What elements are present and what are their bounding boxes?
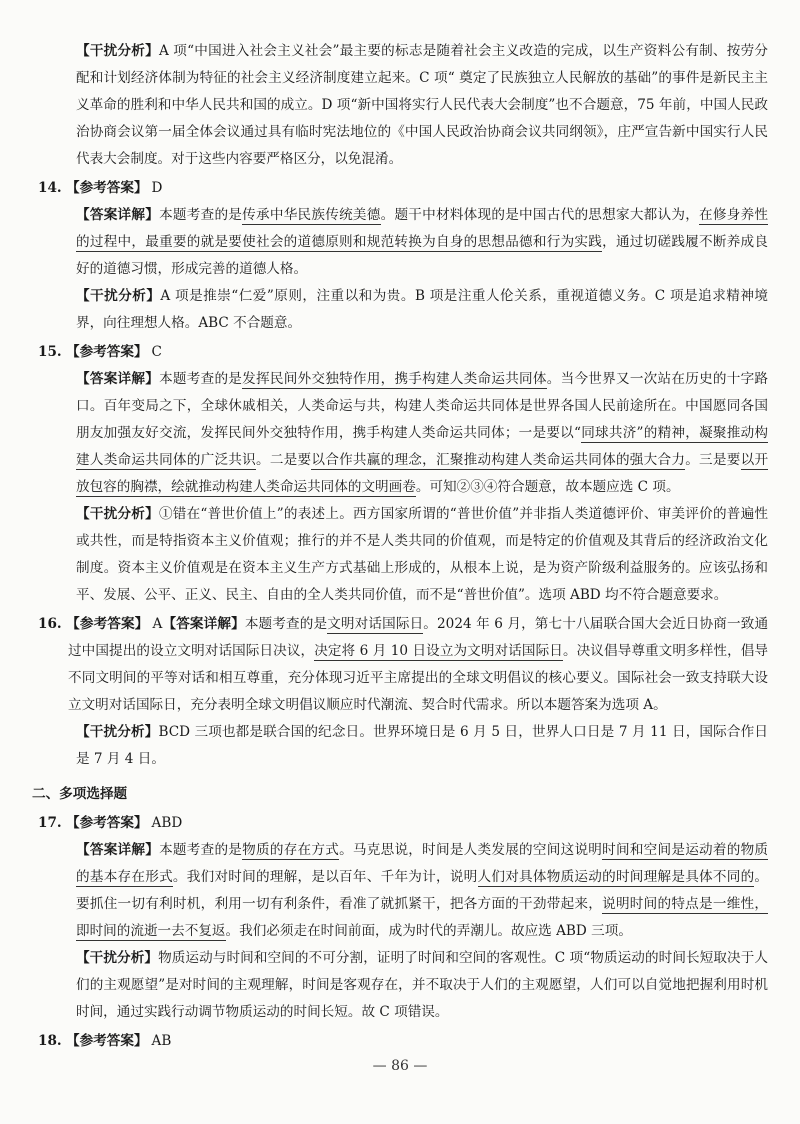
q15-answer bbox=[38, 339, 768, 366]
underlined-text: 在修身养性的过程中，最重要的就是要使社会的道德原则和规范转换为自身的思想品德和行为实践 bbox=[76, 207, 769, 250]
q13-distractor-analysis bbox=[68, 38, 768, 173]
q17-distractor-analysis bbox=[68, 945, 768, 1026]
text: 。可知②③④符合题意，故本题应选 C 项。 bbox=[415, 479, 680, 495]
q17-detail bbox=[68, 837, 768, 945]
underlined-text: 人们对具体物质运动的时间理解是具体不同的 bbox=[477, 869, 755, 885]
section-tag: 【干扰分析】 bbox=[76, 950, 159, 966]
answer-tag: 【参考答案】 bbox=[65, 1033, 148, 1049]
paragraph-text: ①错在“普世价值上”的表述上。西方国家所谓的“普世价值”并非指人类道德评价、审美评价的普遍性或共性，而是特指资本主义价值观；推行的并不是人类共同的价值观，而是特定的价值观及其背后的经济政治文化制度。资本主义价值观是在资本主义生产方式基础上形成的，从根本上说，是为资产阶级利益服务的。应该弘扬和平、发展、公平、正义、民主、自由的全人类共同价值，而不是“普世价值”。选项 ABD 均不符合题意要求。 bbox=[76, 506, 769, 603]
underlined-text: 决定将 6 月 10 日设立为文明对话国际日 bbox=[314, 643, 563, 659]
text: 。决议倡导尊重文明多样性，倡导不同文明间的平等对话和相互尊重，充分体现习近平主席提出的全球文明倡议的核心要义。国际社会一致支持联大设立文明对话国际日，充分表明全球文明倡议顺应时代潮流、契合时代需求。所以本题答案为选项 A。 bbox=[68, 643, 769, 713]
underlined-text: 说明时间的特点是一维性，即时间的流逝一去不复返 bbox=[76, 896, 768, 939]
q14-detail bbox=[68, 202, 768, 283]
text: ，通过切磋践履不断养成良好的道德习惯，形成完善的道德人格。 bbox=[76, 234, 768, 277]
underlined-text: 同球共济”的精神，凝聚推动构建人类命运共同体的广泛共识 bbox=[76, 425, 768, 468]
answer-value: A bbox=[152, 616, 163, 632]
underlined-text: 发挥民间外交独特作用，携手构建人类命运共同体 bbox=[242, 371, 547, 387]
underlined-text: 以开放包容的胸襟，绘就推动构建人类命运共同体的文明画卷 bbox=[76, 452, 769, 495]
section-tag: 【答案详解】 bbox=[76, 207, 160, 223]
underlined-text: 时间和空间是运动着的物质的基本存在形式 bbox=[76, 842, 769, 885]
text: 本题考查的是 bbox=[159, 371, 243, 387]
q16-answer bbox=[38, 611, 769, 719]
q15-distractor-analysis bbox=[68, 501, 768, 609]
text: 。我们对时间的理解，是以百年、千年为计，说明 bbox=[172, 869, 478, 885]
answer-tag: 【参考答案】 bbox=[65, 815, 148, 831]
section-tag: 【干扰分析】 bbox=[76, 506, 159, 522]
section-tag: 【干扰分析】 bbox=[76, 43, 159, 59]
section-heading: 二、多项选择题 bbox=[32, 786, 128, 802]
text: 。我们必须走在时间前面，成为时代的弄潮儿。故应选 ABD 三项。 bbox=[225, 923, 632, 939]
section-tag: 【答案详解】 bbox=[76, 371, 160, 387]
paragraph-text: A 项“中国进入社会主义社会”最主要的标志是随着社会主义改造的完成，以生产资料公有制、按劳分配和计划经济体制为特征的社会主义经济制度建立起来。C 项“ 奠定了民族独立人民解放的基础”的事件是新民主主义革命的胜利和中华人民共和国的成立。D 项“新中国将实行人民代表大会制度”也不合题意，75 年前，中国人民政治协商会议第一届全体会议通过具有临时宪法地位的《中国人民政治协商会议共同纲领》，庄严宣告新中国实行人民代表大会制度。对于这些内容要严格区分，以免混淆。 bbox=[76, 43, 768, 167]
answer-tag: 【参考答案】 bbox=[65, 344, 148, 360]
answer-content bbox=[32, 38, 769, 1055]
q14-distractor-analysis bbox=[68, 283, 768, 337]
underlined-text: 物质的存在方式 bbox=[242, 842, 340, 858]
section-tag: 【干扰分析】 bbox=[76, 724, 159, 740]
text: 本题考查的是 bbox=[159, 207, 243, 223]
section-tag: 【答案详解】 bbox=[162, 616, 245, 632]
q16-distractor-analysis bbox=[68, 719, 768, 773]
paragraph-text: 物质运动与时间和空间的不可分割，证明了时间和空间的客观性。C 项“物质运动的时间长短取决于人们的主观愿望”是对时间的主观理解，时间是客观存在，并不取决于人们的主观愿望，人们可以自觉地把握利用时机时间，通过实践行动调节物质运动的时间长短。故 C 项错误。 bbox=[76, 950, 769, 1020]
q18-answer bbox=[38, 1028, 768, 1055]
q14-answer bbox=[38, 175, 768, 202]
text: 本题考查的是 bbox=[159, 842, 243, 858]
underlined-text: 传承中华民族传统美德 bbox=[242, 207, 381, 223]
question-number: 14. bbox=[38, 180, 62, 196]
question-number: 16. bbox=[38, 616, 62, 632]
page-number: — 86 — bbox=[372, 1058, 428, 1074]
answer-tag: 【参考答案】 bbox=[66, 616, 149, 632]
question-number: 18. bbox=[38, 1033, 62, 1049]
question-number: 17. bbox=[38, 815, 62, 831]
answer-value: D bbox=[151, 180, 163, 196]
underlined-text: 文明对话国际日 bbox=[327, 616, 424, 632]
answer-value: C bbox=[151, 344, 162, 360]
answer-value: AB bbox=[151, 1033, 172, 1049]
section-tag: 【答案详解】 bbox=[76, 842, 160, 858]
text: 。三是要 bbox=[685, 452, 741, 468]
text: 。当今世界又一次站在历史的十字路口。百年变局之下，全球休戚相关，人类命运与共，构建人类命运共同体是世界各国人民前途所在。中国愿同各国朋友加强友好交流，发挥民间外交独特作用，携手构建人类命运共同体；一是要以“ bbox=[76, 371, 769, 441]
answer-value: ABD bbox=[151, 815, 183, 831]
q17-answer bbox=[38, 810, 768, 837]
section-tag: 【干扰分析】 bbox=[76, 288, 161, 304]
q15-detail bbox=[68, 366, 768, 501]
paragraph-text: BCD 三项也都是联合国的纪念日。世界环境日是 6 月 5 日，世界人口日是 7 月 11 日，国际合作日是 7 月 4 日。 bbox=[76, 724, 768, 767]
text: 。题干中材料体现的是中国古代的思想家大都认为， bbox=[380, 207, 700, 223]
text: 。马克思说，时间是人类发展的空间这说明 bbox=[339, 842, 603, 858]
paragraph-text: A 项是推崇“仁爱”原则，注重以和为贵。B 项是注重人伦关系，重视道德义务。C 项是追求精神境界，向往理想人格。ABC 不合题意。 bbox=[76, 288, 768, 331]
question-number: 15. bbox=[38, 344, 62, 360]
text: 。要抓住一切有利时机，利用一切有利条件，看准了就抓紧干，把各方面的干劲带起来， bbox=[76, 869, 769, 912]
text: 。二是要 bbox=[255, 452, 312, 468]
underlined-text: 以合作共赢的理念，汇聚推动构建人类命运共同体的强大合力 bbox=[311, 452, 686, 468]
text: 。2024 年 6 月，第七十八届联合国大会近日协商一致通过中国提出的设立文明对话国际日决议， bbox=[68, 616, 769, 659]
answer-tag: 【参考答案】 bbox=[65, 180, 148, 196]
text: 本题考查的是 bbox=[244, 616, 328, 632]
